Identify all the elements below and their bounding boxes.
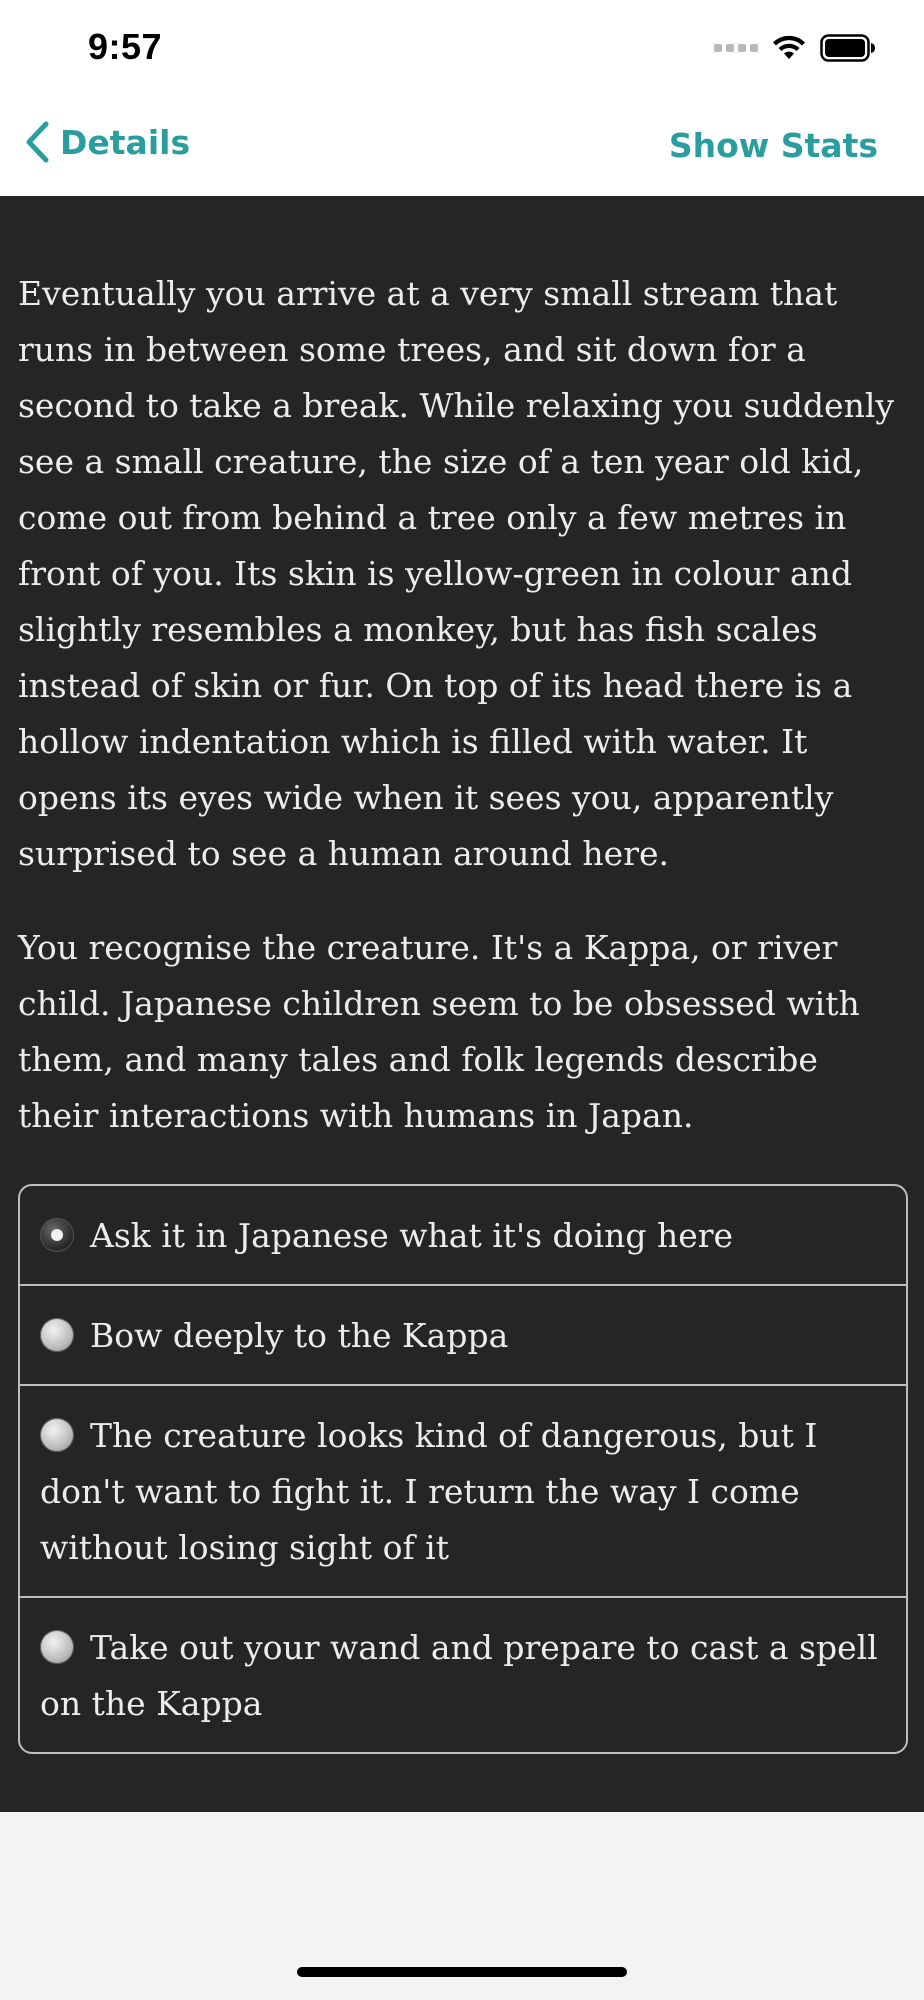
story-paragraph: You recognise the creature. It's a Kappa, or river child. Japanese children seem to be obsessed with them, and many tales and folk legends describe their interactions with humans in Japan. (18, 928, 860, 1135)
choice-option[interactable] (20, 1386, 906, 1598)
story-paragraph: Eventually you arrive at a very small stream that runs in between some trees, and sit down for a second to take a break. While relaxing you suddenly see a small creature, the size of a ten year old kid, come out from behind a tree only a few metres in front of you. Its skin is yellow-green in colour and slightly resembles a monkey, but has fish scales instead of skin or fur. On top of its head there is a hollow indentation which is filled with water. It opens its eyes wide when it sees you, apparently surprised to see a human around here. (18, 274, 895, 873)
radio-selected-icon[interactable] (40, 1218, 74, 1252)
wifi-icon (772, 35, 806, 61)
choice-label: Take out your wand and prepare to cast a spell on the Kappa (40, 1628, 878, 1723)
home-indicator[interactable] (297, 1967, 627, 1977)
back-button[interactable] (24, 120, 190, 164)
story-content (0, 196, 924, 1812)
show-stats-button[interactable]: Show Stats (668, 126, 878, 165)
radio-icon[interactable] (40, 1418, 74, 1452)
choice-list (18, 1184, 908, 1754)
navigation-bar (0, 96, 924, 196)
choice-label: Bow deeply to the Kappa (90, 1316, 509, 1355)
status-icons (714, 34, 876, 62)
choice-label: The creature looks kind of dangerous, but I don't want to fight it. I return the way I come without losing sight of it (40, 1416, 818, 1567)
radio-icon[interactable] (40, 1318, 74, 1352)
back-button-label: Details (60, 122, 191, 162)
battery-icon (820, 34, 876, 62)
story-text (18, 266, 908, 1182)
status-bar (0, 0, 924, 96)
choice-option[interactable] (20, 1598, 906, 1752)
status-time: 9:57 (88, 26, 163, 67)
choice-label: Ask it in Japanese what it's doing here (90, 1216, 734, 1255)
radio-icon[interactable] (40, 1630, 74, 1664)
choice-option[interactable] (20, 1286, 906, 1386)
signal-dots-icon (714, 44, 758, 52)
choice-option[interactable] (20, 1186, 906, 1286)
chevron-left-icon (24, 120, 50, 164)
